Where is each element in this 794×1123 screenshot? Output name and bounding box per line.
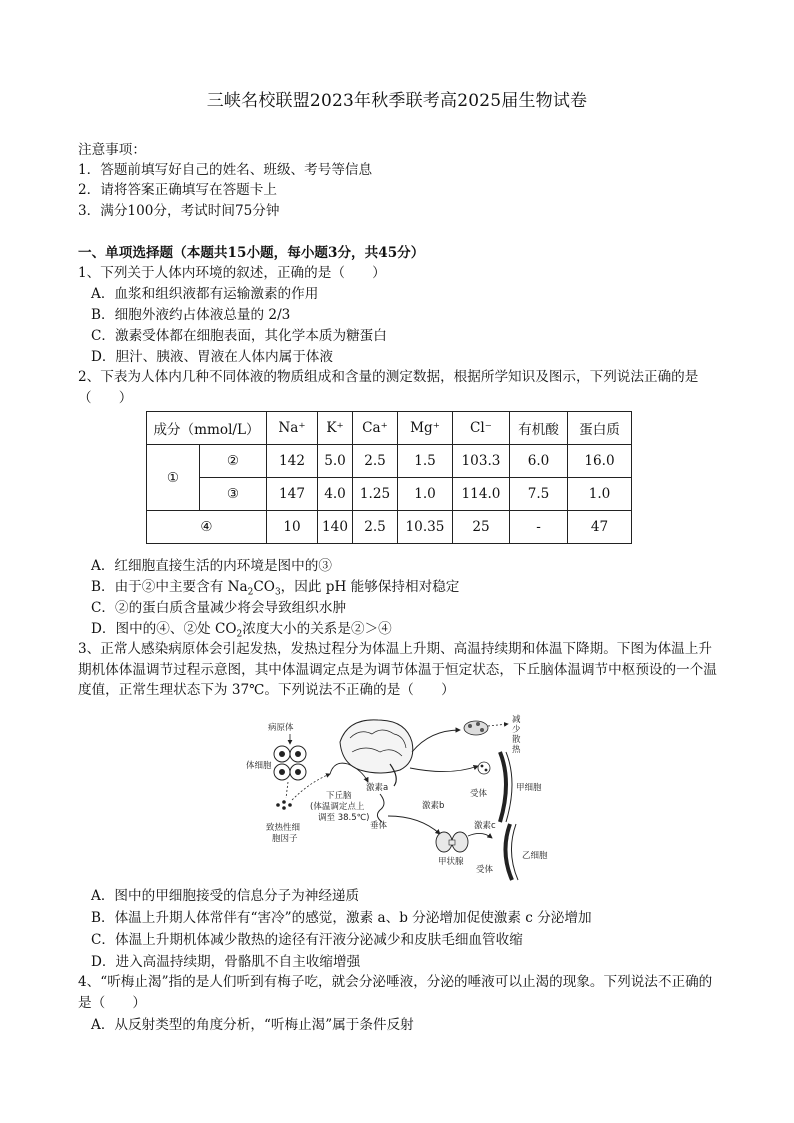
notice-heading: 注意事项： [78, 142, 146, 158]
table-header-cell: 成分（mmol/L） [147, 412, 267, 445]
q3-option-a: A．图中的甲细胞接受的信息分子为神经递质 [91, 888, 360, 904]
table-row [147, 445, 632, 478]
q1-stem: 1、下列关于人体内环境的叙述，正确的是（ ） [78, 265, 386, 281]
label-hypothalamus-2: (体温调定点上 [310, 802, 365, 812]
notice-item-2: 2．请将答案正确填写在答题卡上 [78, 182, 277, 198]
body-cell-cluster-icon [274, 746, 306, 780]
label-receptor-2: 受体 [476, 865, 494, 875]
pyrogen-dots-icon [276, 800, 292, 810]
label-pyrogen-1: 致热性细 [266, 823, 301, 833]
q1-option-a: A．血浆和组织液都有运输激素的作用 [91, 286, 319, 302]
table-cell: - [510, 511, 568, 544]
table-header-row [147, 412, 632, 445]
label-body-cell: 体细胞 [246, 761, 272, 771]
q1-option-b: B．细胞外液约占体液总量的 2/3 [91, 307, 291, 323]
exam-title: 三峡名校联盟2023年秋季联考高2025届生物试卷 [206, 91, 588, 111]
table-header-cell: Cl⁻ [453, 412, 510, 445]
table-cell: 1.0 [568, 478, 632, 511]
label-pyrogen-2: 胞因子 [272, 834, 298, 844]
table-cell: 10.35 [398, 511, 453, 544]
q3-option-d: D．进入高温持续期，骨骼肌不自主收缩增强 [91, 954, 361, 970]
label-less-heat-3: 散 [512, 735, 521, 745]
table-cell: 2.5 [353, 445, 398, 478]
q1-option-c: C．激素受体都在细胞表面，其化学本质为糖蛋白 [91, 328, 387, 344]
label-less-heat-1: 减 [512, 715, 521, 725]
table-cell: 103.3 [453, 445, 510, 478]
table-cell: 10 [267, 511, 318, 544]
composition-table [146, 411, 632, 544]
label-hypothalamus-3: 调至 38.5℃) [318, 813, 370, 823]
table-row-label: ④ [147, 511, 267, 544]
label-less-heat-2: 少 [512, 725, 521, 735]
table-cell: 4.0 [318, 478, 353, 511]
table-row-label: ③ [200, 478, 267, 511]
q2-option-c: C．②的蛋白质含量减少将会导致组织水肿 [91, 600, 347, 616]
table-cell: 2.5 [353, 511, 398, 544]
table-row-label: ② [200, 445, 267, 478]
table-header-cell: Na⁺ [267, 412, 318, 445]
thermoregulation-diagram [230, 712, 560, 882]
q2-stem: 2、下表为人体内几种不同体液的物质组成和含量的测定数据，根据所学知识及图示，下列说法正确的是（ ） [78, 369, 699, 406]
table-header-cell: Ca⁺ [353, 412, 398, 445]
q2-option-d: D．图中的④、②处 $CO_2$浓度大小的关系是②＞④ [91, 621, 392, 640]
table-cell: 7.5 [510, 478, 568, 511]
section-heading: 一、单项选择题（本题共15小题，每小题3分，共45分） [78, 245, 425, 261]
label-hormone-b: 激素b [422, 801, 445, 811]
table-cell: 114.0 [453, 478, 510, 511]
table-row [147, 511, 632, 544]
label-hormone-a: 激素a [366, 783, 389, 793]
brain-icon [340, 720, 413, 786]
table-cell: 147 [267, 478, 318, 511]
label-hormone-c: 激素c [474, 821, 496, 831]
table-header-cell: Mg⁺ [398, 412, 453, 445]
label-hypothalamus-1: 下丘脑 [326, 791, 352, 801]
label-receptor-1: 受体 [470, 789, 488, 799]
label-pathogen: 病原体 [268, 723, 294, 733]
label-cell-jia: 甲细胞 [516, 783, 542, 793]
q4-stem: 4、“听梅止渴”指的是人们听到有梅子吃，就会分泌唾液，分泌的唾液可以止渴的现象。下列说法不正确的是（ ） [78, 974, 713, 1011]
notice-item-3: 3．满分100分，考试时间75分钟 [78, 203, 280, 219]
table-header-cell: K⁺ [318, 412, 353, 445]
q3-stem: 3、正常人感染病原体会引起发热，发热过程分为体温上升期、高温持续期和体温下降期。下图为体温上升期机体体温调节过程示意图，其中体温调定点是为调节体温于恒定状态，下丘脑体温调节中枢预设的一个温度值，正常生理状态下为 37℃。下列说法不正确的是（ ） [78, 641, 717, 698]
table-cell: 6.0 [510, 445, 568, 478]
table-cell: 142 [267, 445, 318, 478]
table-cell: 47 [568, 511, 632, 544]
table-cell: 25 [453, 511, 510, 544]
q3-option-c: C．体温上升期机体减少散热的途径有汗液分泌减少和皮肤毛细血管收缩 [91, 932, 523, 948]
table-cell: 1.0 [398, 478, 453, 511]
q1-option-d: D．胆汁、胰液、胃液在人体内属于体液 [91, 349, 333, 365]
table-header-cell: 有机酸 [510, 412, 568, 445]
label-pituitary: 垂体 [370, 821, 388, 831]
table-cell: 5.0 [318, 445, 353, 478]
nerve-ending-icon [478, 762, 490, 774]
table-cell: 1.5 [398, 445, 453, 478]
table-header-cell: 蛋白质 [568, 412, 632, 445]
table-cell: 1.25 [353, 478, 398, 511]
table-cell: 140 [318, 511, 353, 544]
table-group-label: ① [147, 445, 200, 511]
q4-option-a: A．从反射类型的角度分析，“听梅止渴”属于条件反射 [91, 1017, 414, 1033]
table-cell: 16.0 [568, 445, 632, 478]
gland-icon [464, 721, 488, 735]
label-thyroid: 甲状腺 [438, 857, 464, 867]
table-row [147, 478, 632, 511]
label-less-heat-4: 热 [512, 745, 521, 755]
notice-item-1: 1．答题前填写好自己的姓名、班级、考号等信息 [78, 162, 373, 178]
q2-option-a: A．红细胞直接生活的内环境是图中的③ [91, 558, 332, 574]
q2-option-b: B．由于②中主要含有 $Na_2CO_3$，因此 pH 能够保持相对稳定 [91, 579, 460, 598]
q3-option-b: B．体温上升期人体常伴有“害冷”的感觉，激素 a、b 分泌增加促使激素 c 分泌增加 [91, 910, 592, 926]
label-cell-yi: 乙细胞 [522, 851, 548, 861]
thyroid-icon [436, 832, 468, 852]
